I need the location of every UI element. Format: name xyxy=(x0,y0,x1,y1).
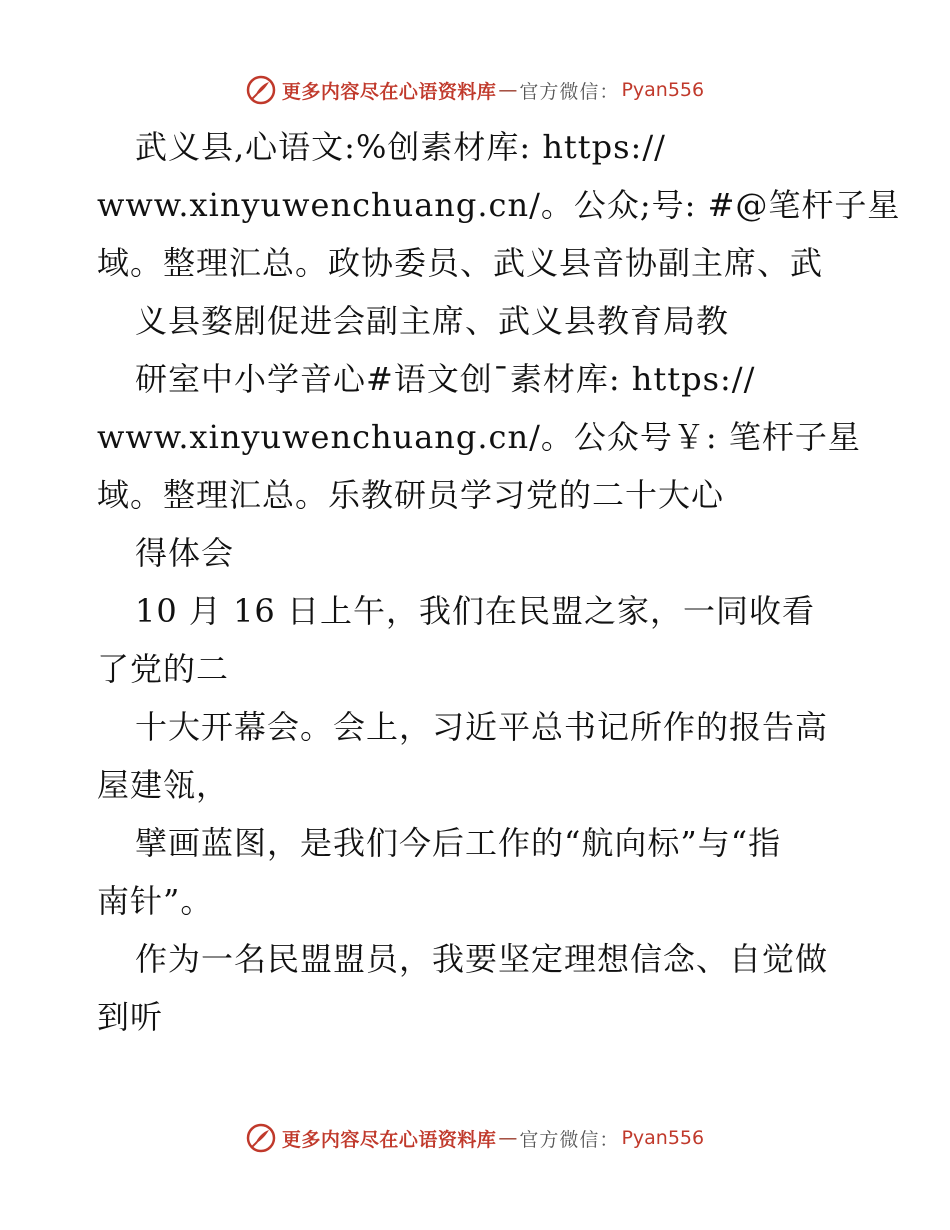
text-line: 十大开幕会。会上，习近平总书记所作的报告高 xyxy=(135,708,829,746)
header-banner xyxy=(0,70,950,110)
text-line: 域。整理汇总。乐教研员学习党的二十大心 xyxy=(97,476,725,514)
promo-text: 更多内容尽在心语资料库 xyxy=(281,80,497,103)
text-line: 域。整理汇总。政协委员、武义县音协副主席、武 xyxy=(97,244,824,282)
text-line: 屋建瓴， xyxy=(97,766,230,804)
feather-pen-logo-icon xyxy=(246,1123,276,1153)
text-line: 武义县,心语文:%创素材库: https:// xyxy=(135,128,666,166)
text-line: 擘画蓝图，是我们今后工作的“航向标”与“指 xyxy=(135,824,782,862)
promo-text: 更多内容尽在心语资料库 xyxy=(281,1128,497,1151)
wechat-id: Pyan556 xyxy=(621,79,705,101)
text-line: 研室中小学音心#语文创¯素材库: https:// xyxy=(135,360,756,398)
text-line: 到听 xyxy=(97,998,164,1036)
text-line: 作为一名民盟盟员，我要坚定理想信念、自觉做 xyxy=(135,940,829,978)
text-line: www.xinyuwenchuang.cn/。公众号￥: 笔杆子星 xyxy=(97,418,861,456)
wechat-label: 官方微信： xyxy=(519,1128,620,1151)
text-line: www.xinyuwenchuang.cn/。公众;号: #@笔杆子星 xyxy=(97,186,901,224)
separator-dash: — xyxy=(498,1127,518,1149)
wechat-id: Pyan556 xyxy=(621,1127,705,1149)
feather-pen-logo-icon xyxy=(246,75,276,105)
text-line: 10 月 16 日上午，我们在民盟之家，一同收看 xyxy=(135,592,815,630)
footer-banner xyxy=(0,1118,950,1158)
separator-dash: — xyxy=(498,79,518,101)
text-line: 义县婺剧促进会副主席、武义县教育局教 xyxy=(135,302,730,340)
text-line: 得体会 xyxy=(135,534,235,572)
text-line: 了党的二 xyxy=(97,650,230,688)
text-line: 南针”。 xyxy=(97,882,214,920)
wechat-label: 官方微信： xyxy=(519,80,620,103)
